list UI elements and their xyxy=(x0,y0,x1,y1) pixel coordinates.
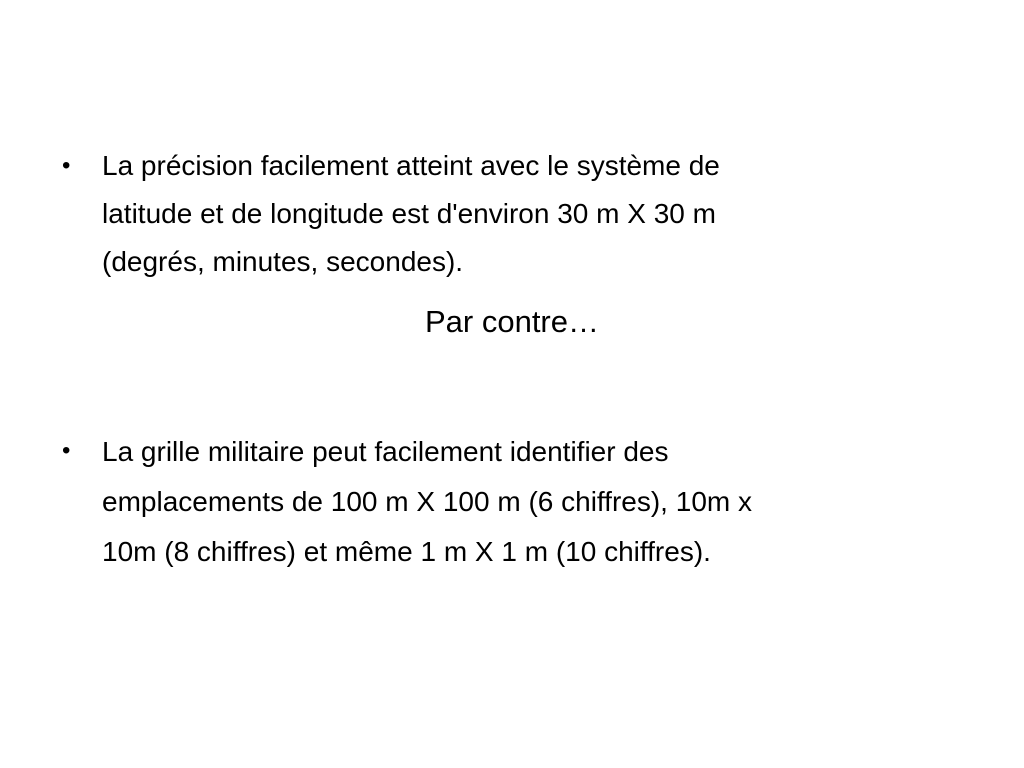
bullet-row xyxy=(62,142,962,286)
bullet-dot-icon: • xyxy=(62,152,71,179)
transition-text: Par contre… xyxy=(424,304,599,339)
bullet-row xyxy=(62,427,962,577)
bullet-text: La précision facilement atteint avec le système de latitude et de longitude est d'environ 30 m X 30 m (degrés, minutes, secondes). xyxy=(102,150,720,277)
bullet-item-precision xyxy=(62,142,962,286)
bullet-dot-icon: • xyxy=(62,437,71,464)
bullet-item-military-grid xyxy=(62,427,962,577)
bullet-text: La grille militaire peut facilement identifier des emplacements de 100 m X 100 m (6 chiffres), 10m x 10m (8 chiffres) et même 1 m X 1 m (10 chiffres). xyxy=(102,436,752,567)
